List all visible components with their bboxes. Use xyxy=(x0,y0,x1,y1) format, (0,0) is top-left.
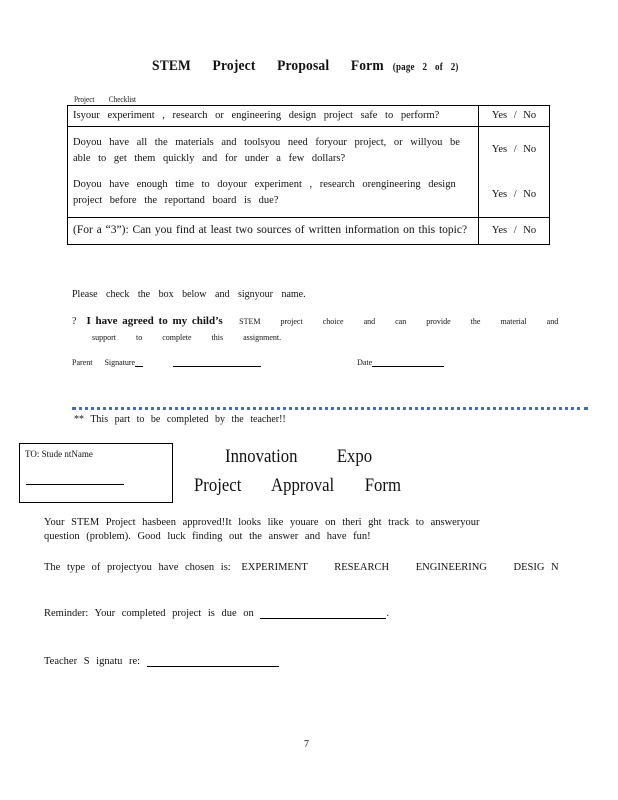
parent-signature-label: Parent Signature xyxy=(72,358,136,367)
project-type-row xyxy=(44,562,559,573)
project-type-label: The type of projectyou have chosen is: xyxy=(44,562,231,573)
page-indicator: (page 2 of 2) xyxy=(392,62,459,73)
checklist-row xyxy=(68,173,550,218)
teacher-signature-row xyxy=(44,656,279,667)
checklist-label: Project Checklist xyxy=(74,95,137,104)
checklist-row xyxy=(68,127,550,174)
approval-message-line2: question (problem). Good luck finding out the answer and have fun! xyxy=(44,531,371,542)
consent-instruction: Please check the box below and signyour name. xyxy=(72,289,306,300)
approval-message-line1: Your STEM Project hasbeen approved!It looks like youare on theri ght track to answeryour xyxy=(44,517,480,528)
teacher-signature-label: Teacher S ignatu re: xyxy=(44,656,141,667)
reminder-label: Reminder: Your completed project is due on xyxy=(44,608,254,619)
form-title xyxy=(152,58,459,75)
date-label: Date xyxy=(357,358,373,367)
consent-bold-text: I have agreed to my child’s xyxy=(86,315,223,327)
consent-checkbox[interactable]: ? xyxy=(72,316,77,327)
form-title-text: STEM Project Proposal Form xyxy=(152,58,384,74)
checklist-question: Doyou have all the materials and toolsyou need foryour project, or willyou be able to get them quickly and for under a few dollars? xyxy=(68,127,479,174)
consent-text-line2: support to complete this assignment. xyxy=(92,333,282,342)
checklist-question: Doyou have enough time to doyour experiment , research orengineering design project before the reportand board is due? xyxy=(68,173,479,218)
parent-signature-row xyxy=(72,358,444,367)
yes-no-answer[interactable]: Yes / No xyxy=(479,106,550,127)
reminder-row: Reminder: Your completed project is due on . xyxy=(44,608,390,619)
student-name-field[interactable] xyxy=(26,484,124,485)
teacher-section-note: ** This part to be completed by the teacher!! xyxy=(74,414,286,425)
project-checklist-table xyxy=(67,105,550,245)
project-type-engineering[interactable]: ENGINEERING xyxy=(415,562,487,573)
checklist-question: Isyour experiment , research or engineering design project safe to perform? xyxy=(68,106,479,127)
cut-line-divider xyxy=(72,407,588,410)
student-name-label: TO: Stude ntName xyxy=(25,449,93,459)
parent-signature-line[interactable] xyxy=(173,366,261,367)
page-number: 7 xyxy=(304,739,309,750)
checklist-row xyxy=(68,106,550,127)
teacher-signature-field[interactable] xyxy=(147,666,279,667)
yes-no-answer[interactable]: Yes / No xyxy=(479,218,550,245)
date-field[interactable] xyxy=(372,366,444,367)
checklist-question: (For a “3”): Can you find at least two sources of written information on this topic? xyxy=(68,218,479,245)
yes-no-answer[interactable]: Yes / No xyxy=(479,127,550,174)
project-type-research[interactable]: RESEARCH xyxy=(334,562,390,573)
approval-heading-line1: Innovation Expo xyxy=(225,446,373,467)
consent-text: STEM project choice and can provide the material and xyxy=(239,317,559,326)
due-date-field[interactable] xyxy=(260,618,386,619)
consent-statement xyxy=(72,315,558,327)
parent-signature-field[interactable] xyxy=(135,366,143,367)
yes-no-answer[interactable]: Yes / No xyxy=(479,173,550,218)
project-type-experiment[interactable]: EXPERIMENT xyxy=(241,562,308,573)
project-type-design[interactable]: DESIG N xyxy=(513,562,559,573)
checklist-row xyxy=(68,218,550,245)
student-name-box xyxy=(19,443,173,503)
approval-heading-line2: Project Approval Form xyxy=(194,475,401,496)
